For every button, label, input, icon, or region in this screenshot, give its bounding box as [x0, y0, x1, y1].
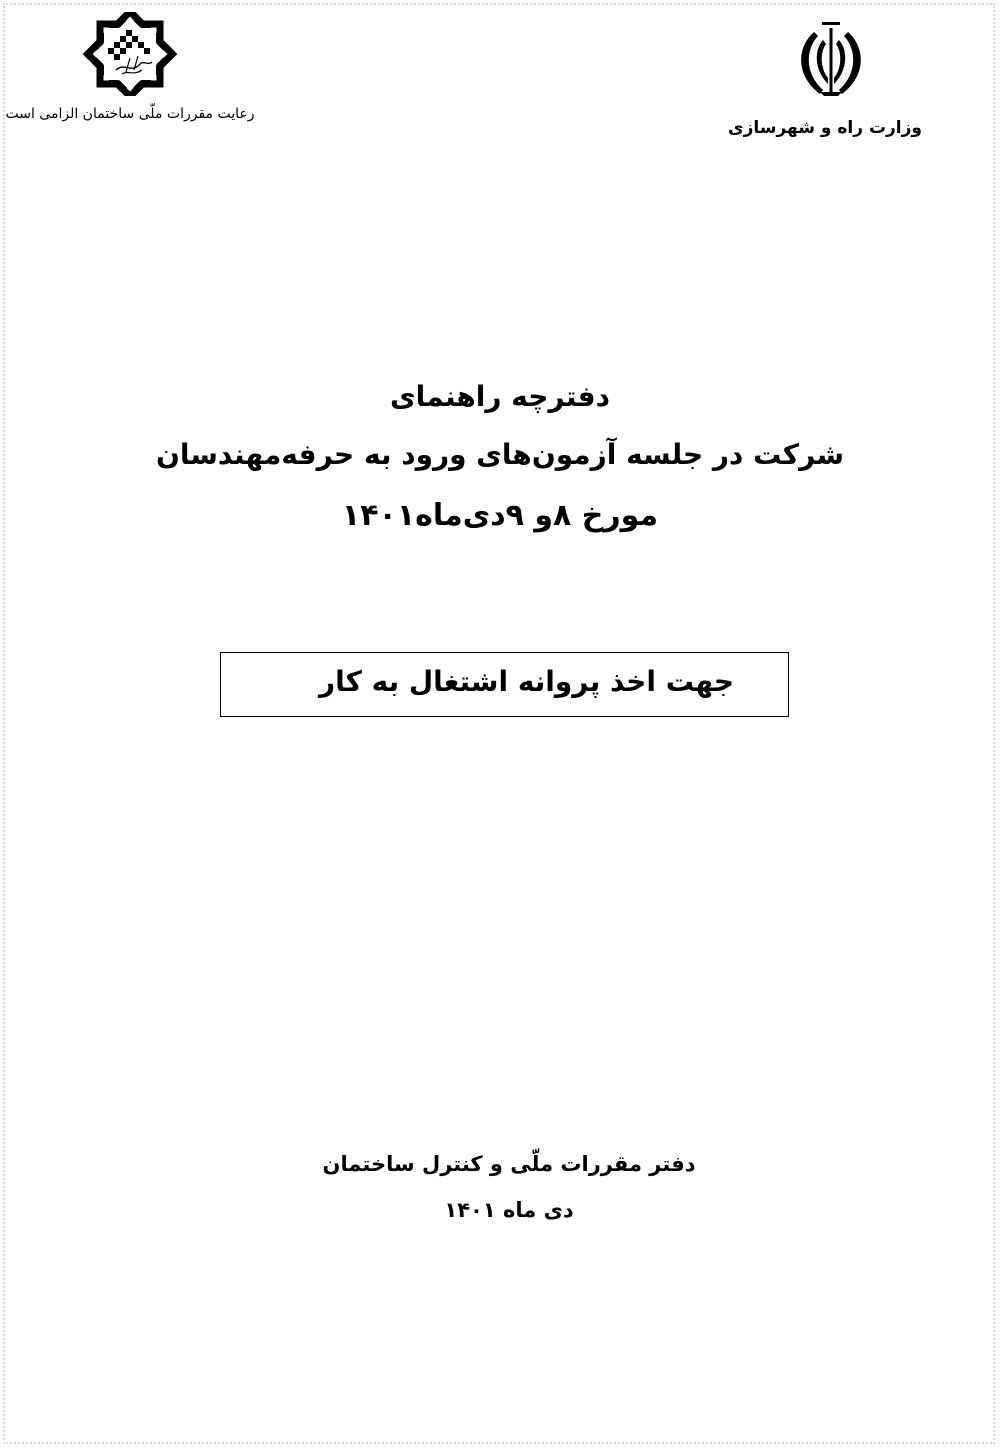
page-border	[3, 3, 995, 1444]
iran-emblem-icon	[790, 18, 872, 100]
ministry-name: وزارت راه و شهرسازی	[727, 118, 922, 138]
building-codes-logo-icon	[82, 12, 178, 96]
document-title-date: مورخ ۸و ۹دی‌ماه۱۴۰۱	[341, 498, 659, 533]
purpose-text: جهت اخذ پروانه اشتغال به کار	[318, 665, 734, 698]
purpose-box	[220, 652, 789, 717]
issuing-office: دفتر مقررات ملّی و کنترل ساختمان	[322, 1152, 696, 1176]
codes-compliance-notice: رعایت مقررات ملّی ساختمان الزامی است	[5, 106, 255, 122]
document-title-line-1: دفترچه راهنمای	[390, 380, 610, 413]
document-title-line-2: شرکت در جلسه آزمون‌های ورود به حرفه‌مهندسان	[155, 438, 845, 471]
issue-date: دی ماه ۱۴۰۱	[444, 1198, 574, 1222]
